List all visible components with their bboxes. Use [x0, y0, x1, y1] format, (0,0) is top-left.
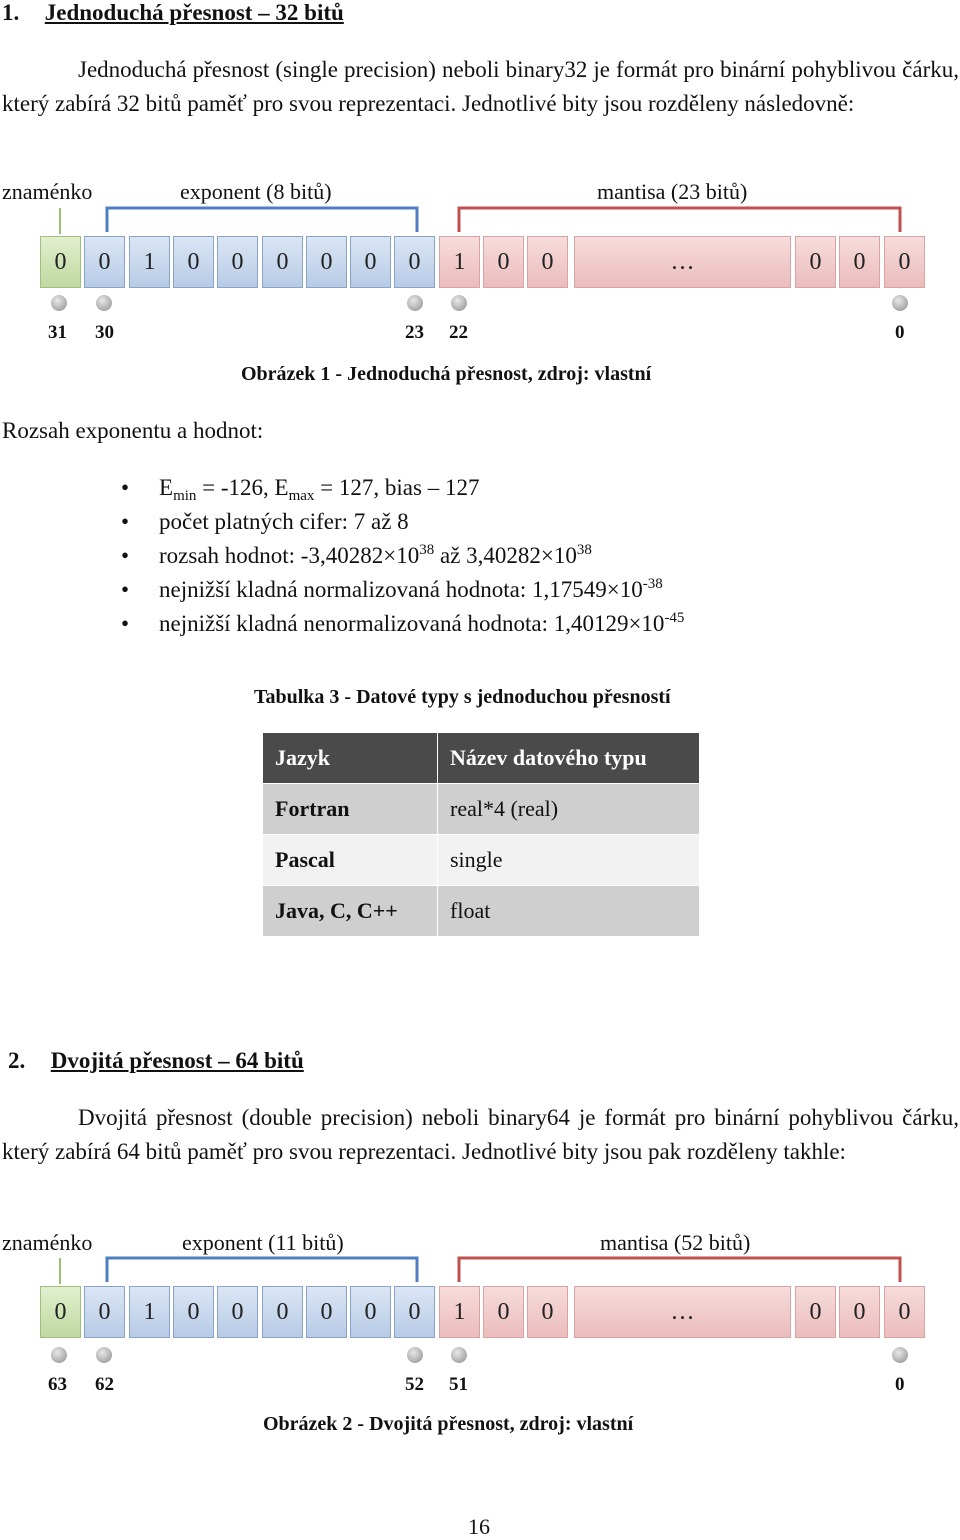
bit-cell: 0	[40, 1286, 81, 1338]
sign-label: znaménko	[2, 179, 93, 204]
section2-title: Dvojitá přesnost – 64 bitů	[50, 1048, 304, 1073]
bit-cell: 0	[839, 236, 880, 288]
section1-title: Jednoduchá přesnost – 32 bitů	[44, 0, 344, 25]
bit-index: 52	[405, 1374, 424, 1395]
bit-index: 23	[405, 322, 424, 343]
bit-marker-pin	[892, 295, 908, 311]
table-cell: single	[438, 835, 700, 886]
bit-index: 0	[895, 1374, 905, 1395]
list-item: • $E_{min} = -126$, $E_{max} = 127$, bias – 127	[121, 471, 684, 505]
bit-cell: 0	[839, 1286, 880, 1338]
figure1-caption: Obrázek 1 - Jednoduchá přesnost, zdroj: vlastní	[241, 363, 652, 385]
section2-paragraph: Dvojitá přesnost (double precision) neboli binary64 je formát pro binární pohyblivou čárku, který zabírá 64 bitů paměť pro svou reprezentaci. Jednotlivé bity jsou pak rozděleny takhle:	[2, 1105, 959, 1164]
section1-paragraph: Jednoduchá přesnost (single precision) neboli binary32 je formát pro binární pohyblivou čárku, který zabírá 32 bitů paměť pro svou reprezentaci. Jednotlivé bity jsou rozděleny následovně:	[2, 57, 959, 116]
table-cell: float	[438, 886, 700, 937]
bit-cell: 0	[306, 1286, 347, 1338]
figure2-caption: Obrázek 2 - Dvojitá přesnost, zdroj: vlastní	[263, 1413, 634, 1435]
bit-cell: 0	[84, 236, 125, 288]
exponent-label: exponent (8 bitů)	[180, 179, 332, 204]
bit-cell: 0	[394, 1286, 435, 1338]
bit-cell: 0	[483, 1286, 524, 1338]
table-cell: Pascal	[263, 835, 438, 886]
section2-number: 2.	[8, 1048, 26, 1073]
bit-marker-pin	[451, 295, 467, 311]
list-item: • počet platných cifer: 7 až 8	[121, 505, 684, 539]
bit-layout-single	[40, 236, 925, 288]
table-row	[263, 784, 700, 835]
table-header-row	[263, 733, 700, 784]
bit-cell: 0	[527, 1286, 568, 1338]
table-header-cell: Jazyk	[263, 733, 438, 784]
bit-cell: 0	[884, 236, 925, 288]
bit-cell: 0	[306, 236, 347, 288]
bit-cell: 1	[129, 1286, 170, 1338]
page-number: 16	[468, 1514, 490, 1539]
data-types-table	[262, 732, 700, 937]
bit-marker-pin	[407, 295, 423, 311]
bit-cell: 0	[527, 236, 568, 288]
bit-index: 31	[48, 322, 67, 343]
bit-cell: 0	[173, 1286, 214, 1338]
bit-marker-pin	[96, 295, 112, 311]
mantissa-ellipsis: …	[574, 236, 791, 288]
section1-heading	[2, 0, 344, 26]
bit-cell: 0	[262, 1286, 303, 1338]
range-list	[121, 471, 684, 641]
bit-cell: 0	[795, 1286, 836, 1338]
bit-layout-double	[40, 1286, 925, 1338]
bit-cell: 0	[483, 236, 524, 288]
sign-label: znaménko	[2, 1230, 93, 1255]
bit-index: 63	[48, 1374, 67, 1395]
table-cell: real*4 (real)	[438, 784, 700, 835]
table-caption: Tabulka 3 - Datové typy s jednoduchou přesností	[254, 686, 671, 708]
bit-cell: 1	[439, 1286, 480, 1338]
table-cell: Fortran	[263, 784, 438, 835]
bit-marker-pin	[51, 295, 67, 311]
bit-index: 62	[95, 1374, 114, 1395]
bit-marker-pin	[407, 1347, 423, 1363]
list-item: • nejnižší kladná nenormalizovaná hodnota: $1,40129\times 10^{-45}$	[121, 607, 684, 641]
bit-index: 51	[449, 1374, 468, 1395]
section2-heading	[8, 1048, 304, 1074]
mantissa-ellipsis: …	[574, 1286, 791, 1338]
exponent-label: exponent (11 bitů)	[182, 1230, 344, 1255]
table-cell: Java, C, C++	[263, 886, 438, 937]
bit-marker-pin	[892, 1347, 908, 1363]
bit-brackets-1	[0, 200, 960, 240]
bit-cell: 0	[173, 236, 214, 288]
bit-cell: 0	[40, 236, 81, 288]
bit-cell: 0	[84, 1286, 125, 1338]
bit-cell: 0	[217, 1286, 258, 1338]
table-header-cell: Název datového typu	[438, 733, 700, 784]
mantissa-label: mantisa (23 bitů)	[597, 179, 748, 204]
bit-cell: 0	[350, 236, 391, 288]
bit-marker-pin	[96, 1347, 112, 1363]
bit-cell: 0	[350, 1286, 391, 1338]
section1-number: 1.	[2, 0, 20, 25]
bit-cell: 0	[394, 236, 435, 288]
bit-cell: 0	[795, 236, 836, 288]
bit-cell: 1	[129, 236, 170, 288]
range-heading: Rozsah exponentu a hodnot:	[2, 418, 264, 443]
list-item: • rozsah hodnot: $-3,40282\times 10^{38}$ až $3,40282\times 10^{38}$	[121, 539, 684, 573]
bit-index: 0	[895, 322, 905, 343]
bit-index: 30	[95, 322, 114, 343]
table-row	[263, 886, 700, 937]
bit-cell: 0	[217, 236, 258, 288]
table-row	[263, 835, 700, 886]
bit-marker-pin	[51, 1347, 67, 1363]
bit-cell: 1	[439, 236, 480, 288]
list-item: • nejnižší kladná normalizovaná hodnota: $1,17549\times 10^{-38}$	[121, 573, 684, 607]
bit-index: 22	[449, 322, 468, 343]
bit-brackets-2	[0, 1250, 960, 1290]
bit-marker-pin	[451, 1347, 467, 1363]
mantissa-label: mantisa (52 bitů)	[600, 1230, 751, 1255]
bit-cell: 0	[884, 1286, 925, 1338]
bit-cell: 0	[262, 236, 303, 288]
